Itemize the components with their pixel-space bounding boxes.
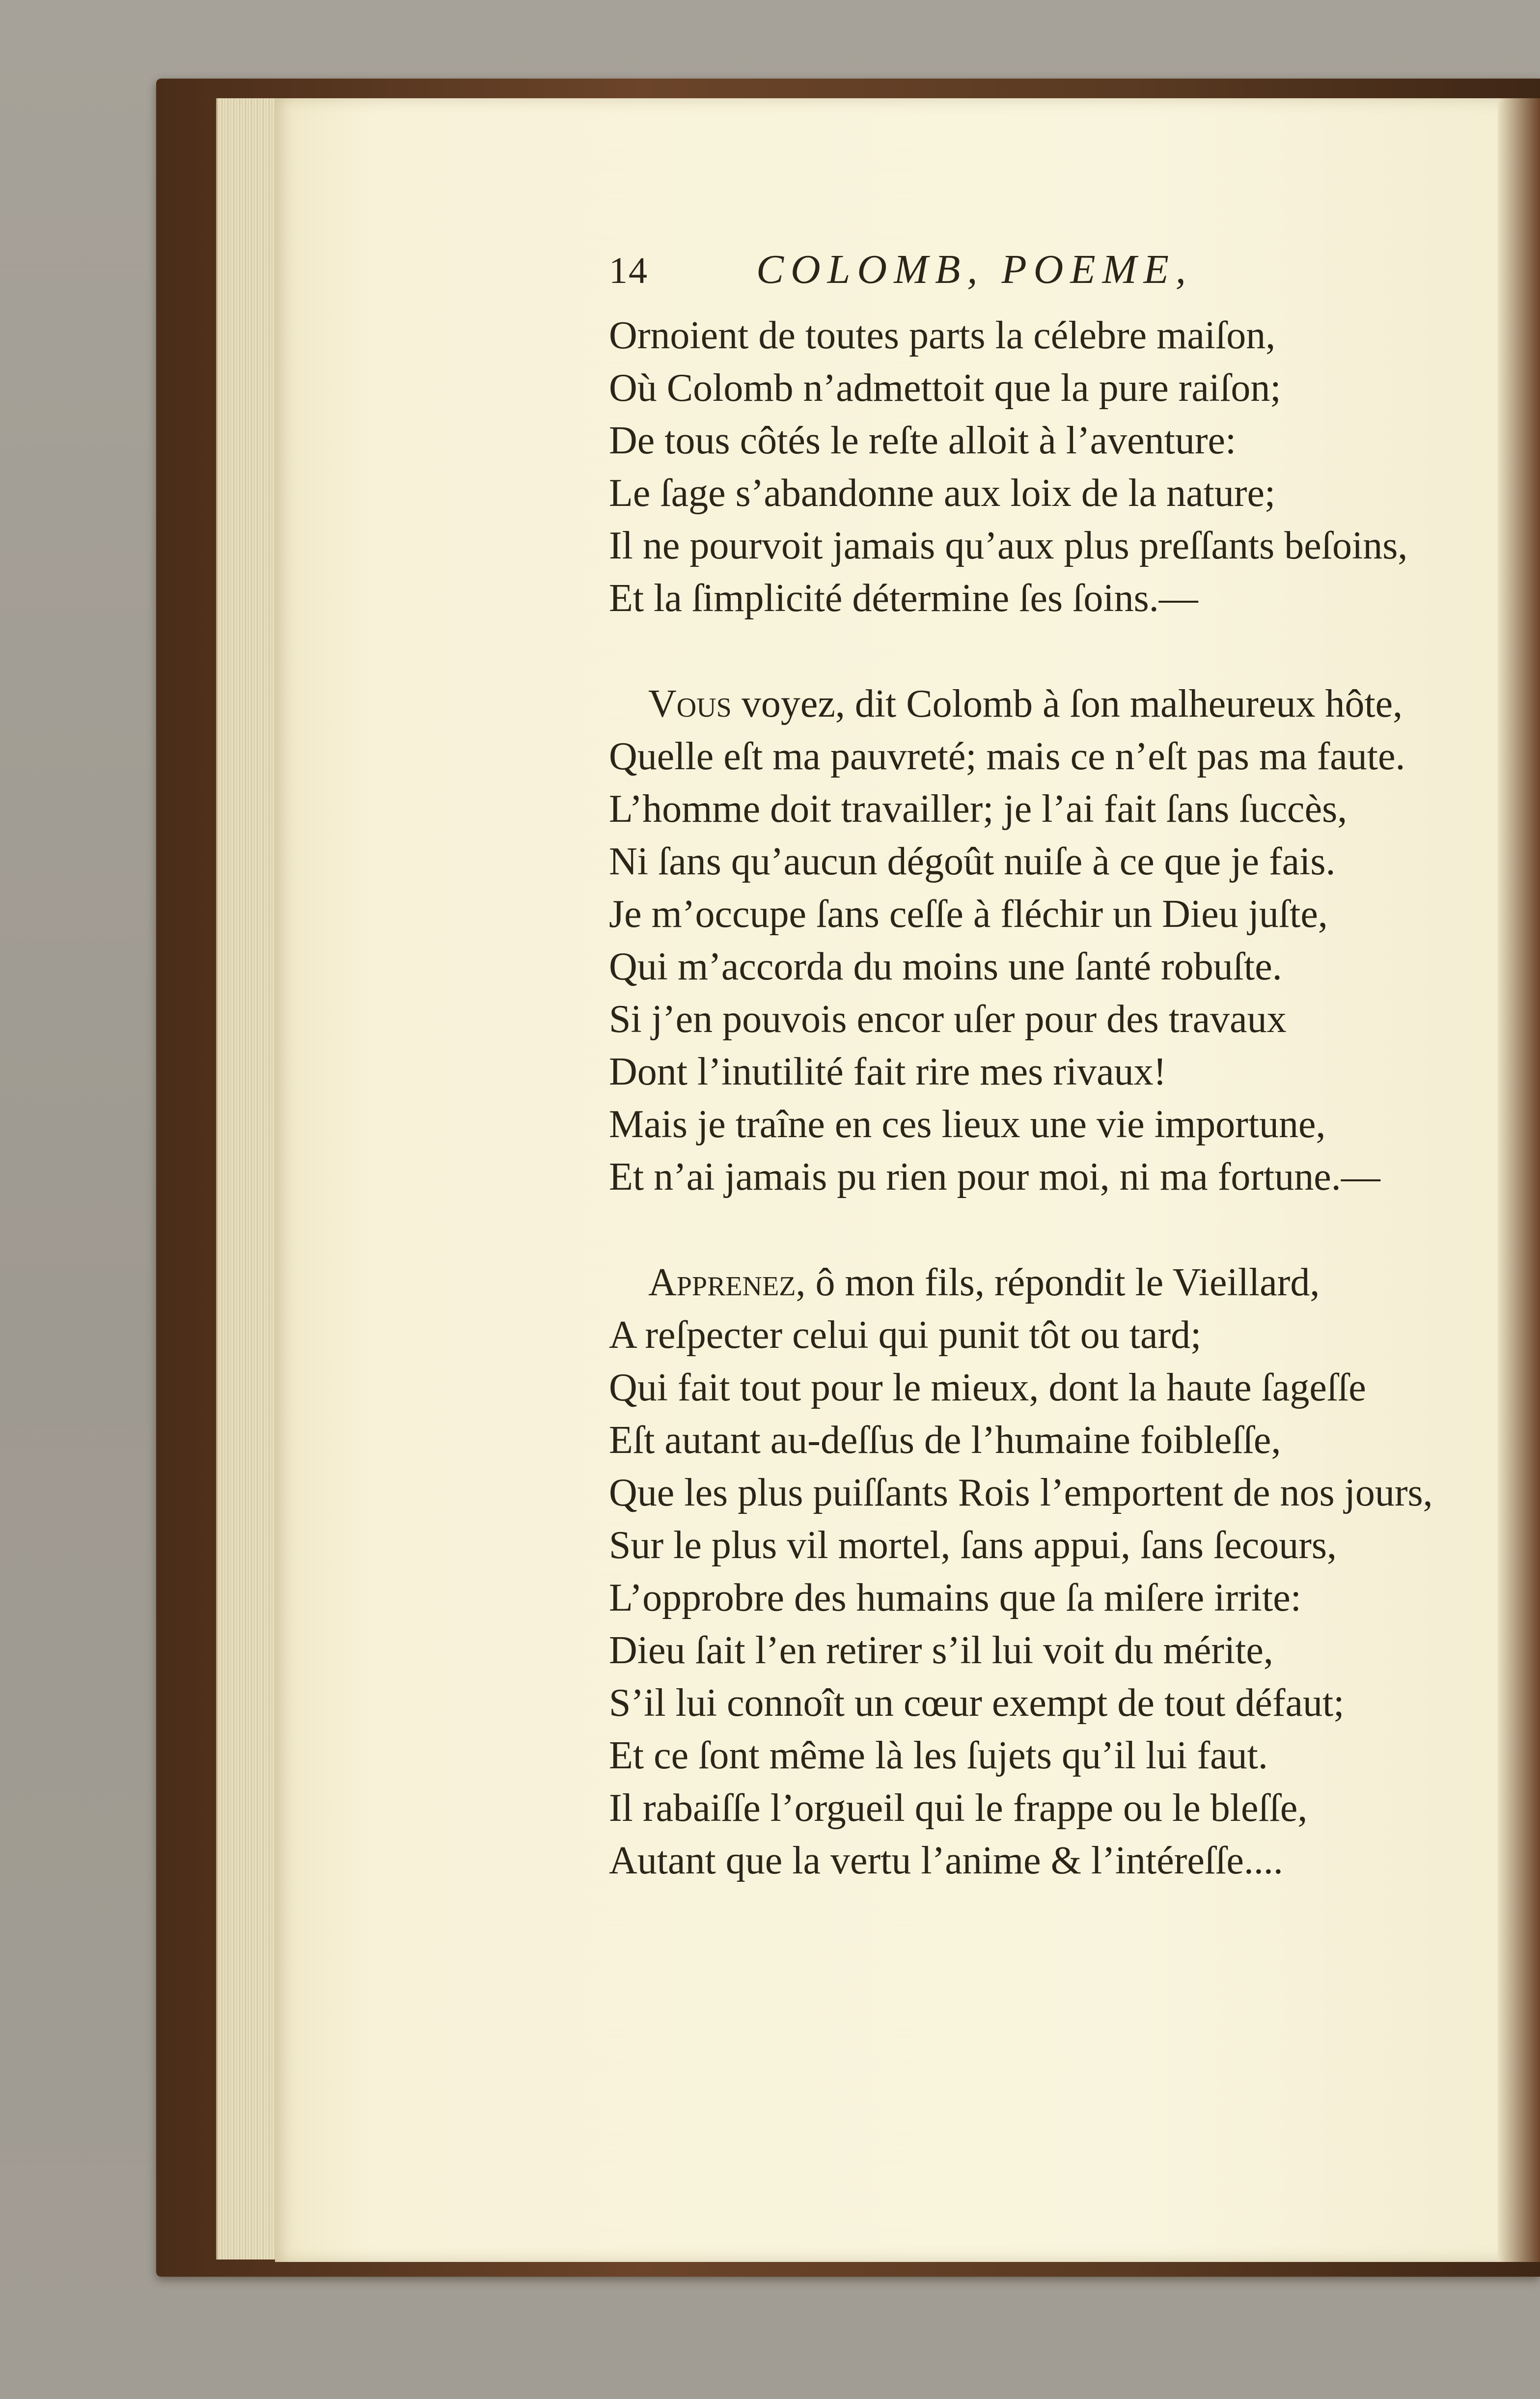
- verse-line: Eſt autant au-deſſus de l’humaine foibleſſe,: [609, 1419, 1281, 1462]
- verse-line: Ni ſans qu’aucun dégoût nuiſe à ce que je fais.: [609, 840, 1336, 883]
- verse-line: Il rabaiſſe l’orgueil qui le frappe ou le bleſſe,: [609, 1786, 1308, 1830]
- verse-line: Dieu ſait l’en retirer s’il lui voit du mérite,: [609, 1629, 1273, 1672]
- verse-line-rest: , ô mon fils, répondit le Vieillard,: [796, 1261, 1320, 1304]
- verse-line-first: [609, 678, 1522, 730]
- verse-line: Où Colomb n’admettoit que la pure raiſon;: [609, 366, 1281, 410]
- page-text: [609, 246, 1522, 1887]
- page-number: 14: [609, 250, 648, 291]
- verse-line: Qui m’accorda du moins une ſanté robuſte.: [609, 945, 1282, 988]
- verse-line: Ornoient de toutes parts la célebre maiſon,: [609, 314, 1276, 357]
- verse-line-rest: voyez, dit Colomb à ſon malheureux hôte,: [731, 682, 1403, 725]
- verse-line: Et n’ai jamais pu rien pour moi, ni ma fortune.—: [609, 1155, 1380, 1199]
- verse-line: Si j’en pouvois encor uſer pour des travaux: [609, 998, 1287, 1041]
- verse-line: Autant que la vertu l’anime & l’intéreſſe....: [609, 1839, 1283, 1882]
- running-title: COLOMB, POEME,: [756, 247, 1193, 292]
- verse-line: Que les plus puiſſants Rois l’emportent de nos jours,: [609, 1471, 1433, 1514]
- verse-line: De tous côtés le reſte alloit à l’aventure:: [609, 419, 1237, 462]
- stanza-2: [609, 678, 1522, 1203]
- stanza-3: [609, 1256, 1522, 1887]
- verse-line: Le ſage s’abandonne aux loix de la nature;: [609, 472, 1276, 515]
- verse-line: Et la ſimplicité détermine ſes ſoins.—: [609, 577, 1198, 620]
- verse-line: Je m’occupe ſans ceſſe à fléchir un Dieu juſte,: [609, 893, 1328, 936]
- lead-word: Apprenez: [648, 1261, 796, 1304]
- stanza-1: [609, 309, 1522, 625]
- verse-line: A reſpecter celui qui punit tôt ou tard;: [609, 1313, 1202, 1357]
- verse-line: Qui fait tout pour le mieux, dont la haute ſageſſe: [609, 1366, 1366, 1409]
- verse-line: Dont l’inutilité fait rire mes rivaux!: [609, 1050, 1167, 1093]
- verse-line: L’opprobre des humains que ſa miſere irrite:: [609, 1576, 1301, 1619]
- verse-line: Mais je traîne en ces lieux une vie importune,: [609, 1103, 1326, 1146]
- verse-line: S’il lui connoît un cœur exempt de tout défaut;: [609, 1681, 1345, 1725]
- page-edges: [216, 98, 281, 2260]
- verse-line: L’homme doit travailler; je l’ai fait ſans ſuccès,: [609, 787, 1348, 831]
- verse-line-first: [609, 1256, 1522, 1309]
- verse-line: Sur le plus vil mortel, ſans appui, ſans ſecours,: [609, 1524, 1337, 1567]
- verse-line: Quelle eſt ma pauvreté; mais ce n’eſt pas ma faute.: [609, 735, 1405, 778]
- page-header: [609, 246, 1522, 309]
- verse-line: Et ce ſont même là les ſujets qu’il lui faut.: [609, 1734, 1268, 1777]
- lead-word: Vous: [648, 682, 732, 725]
- verse-line: Il ne pourvoit jamais qu’aux plus preſſants beſoins,: [609, 524, 1408, 567]
